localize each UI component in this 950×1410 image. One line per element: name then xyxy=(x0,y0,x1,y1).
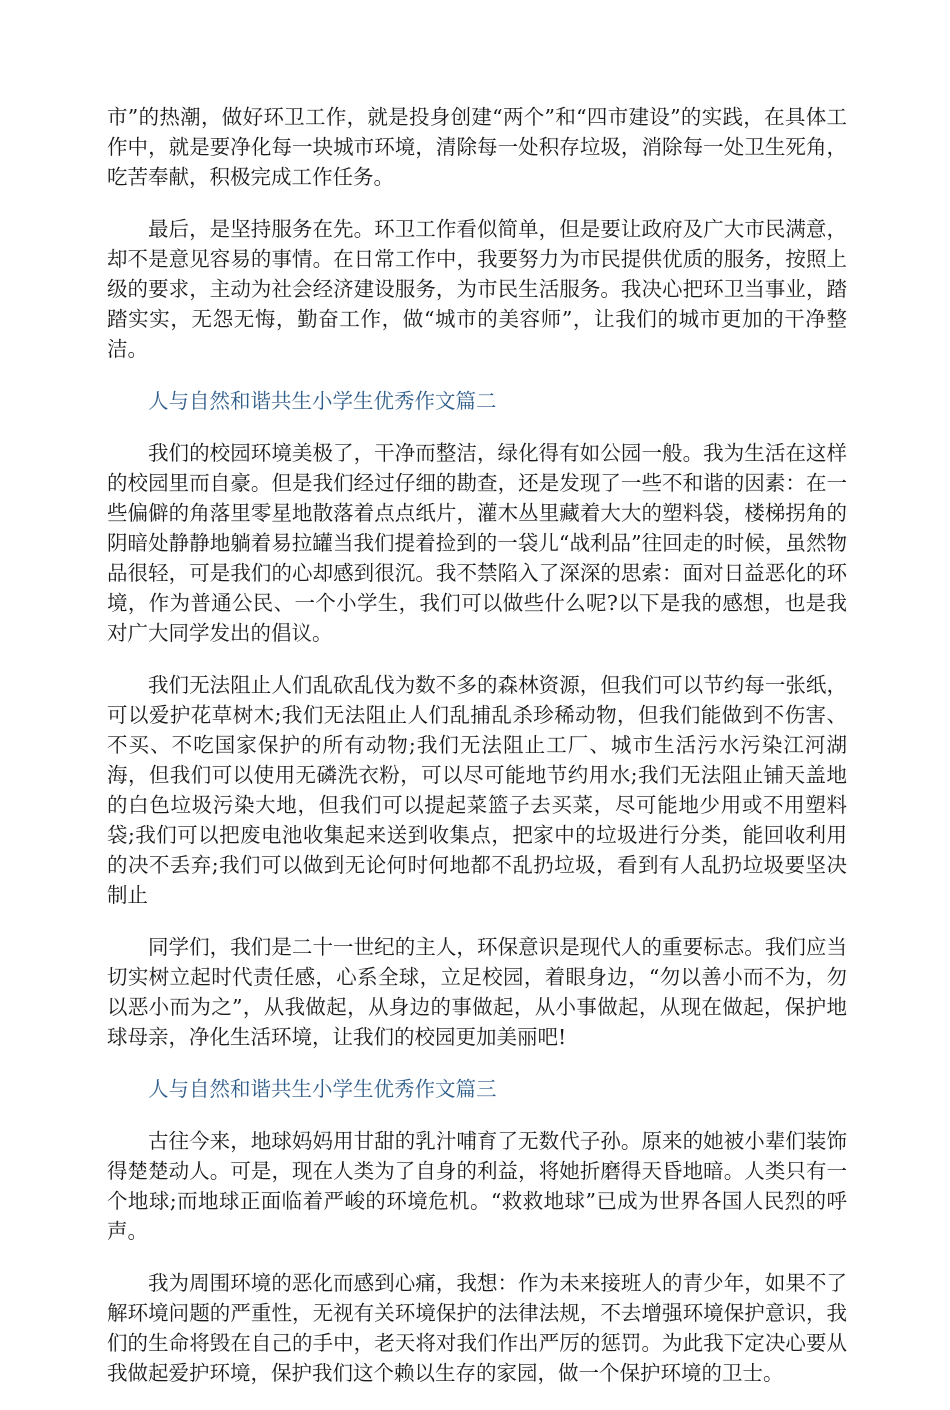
paragraph: 我们无法阻止人们乱砍乱伐为数不多的森林资源，但我们可以节约每一张纸，可以爱护花草树木;我们无法阻止人们乱捕乱杀珍稀动物，但我们能做到不伤害、不买、不吃国家保护的所有动物;我们无法阻止工厂、城市生活污水污染江河湖海，但我们可以使用无磷洗衣粉，可以尽可能地节约用水;我们无法阻止铺天盖地的白色垃圾污染大地，但我们可以提起菜篮子去买菜，尽可能地少用或不用塑料袋;我们可以把废电池收集起来送到收集点，把家中的垃圾进行分类，能回收利用的决不丢弃;我们可以做到无论何时何地都不乱扔垃圾，看到有人乱扔垃圾要坚决制止 xyxy=(107,673,847,907)
section-heading: 人与自然和谐共生小学生优秀作文篇三 xyxy=(148,1077,497,1101)
paragraph: 市”的热潮，做好环卫工作，就是投身创建“两个”和“四市建设”的实践，在具体工作中，就是要净化每一块城市环境，清除每一处积存垃圾，消除每一处卫生死角，吃苦奉献，积极完成工作任务。 xyxy=(107,105,847,189)
paragraph: 最后，是坚持服务在先。环卫工作看似简单，但是要让政府及广大市民满意，却不是意见容易的事情。在日常工作中，我要努力为市民提供优质的服务，按照上级的要求，主动为社会经济建设服务，为市民生活服务。我决心把环卫当事业，踏踏实实，无怨无悔，勤奋工作，做“城市的美容师”，让我们的城市更加的干净整洁。 xyxy=(107,217,847,361)
paragraph: 我为周围环境的恶化而感到心痛，我想：作为未来接班人的青少年，如果不了解环境问题的严重性，无视有关环境保护的法律法规，不去增强环境保护意识，我们的生命将毁在自己的手中，老天将对我们作出严厉的惩罚。为此我下定决心要从我做起爱护环境，保护我们这个赖以生存的家园，做一个保护环境的卫士。 xyxy=(107,1271,847,1385)
paragraph: 古往今来，地球妈妈用甘甜的乳汁哺育了无数代子孙。原来的她被小辈们装饰得楚楚动人。可是，现在人类为了自身的利益，将她折磨得天昏地暗。人类只有一个地球;而地球正面临着严峻的环境危机。“救救地球”已成为世界各国人民烈的呼声。 xyxy=(107,1129,847,1243)
document-page xyxy=(107,102,847,1410)
paragraph: 同学们，我们是二十一世纪的主人，环保意识是现代人的重要标志。我们应当切实树立起时代责任感，心系全球，立足校园，着眼身边，“勿以善小而不为，勿以恶小而为之”，从我做起，从身边的事做起，从小事做起，从现在做起，保护地球母亲，净化生活环境，让我们的校园更加美丽吧! xyxy=(107,935,847,1049)
section-heading: 人与自然和谐共生小学生优秀作文篇二 xyxy=(148,389,497,413)
paragraph: 我们的校园环境美极了，干净而整洁，绿化得有如公园一般。我为生活在这样的校园里而自豪。但是我们经过仔细的勘查，还是发现了一些不和谐的因素：在一些偏僻的角落里零星地散落着点点纸片，灌木丛里藏着大大的塑料袋，楼梯拐角的阴暗处静静地躺着易拉罐当我们提着捡到的一袋儿“战利品”往回走的时候，虽然物品很轻，可是我们的心却感到很沉。我不禁陷入了深深的思索：面对日益恶化的环境，作为普通公民、一个小学生，我们可以做些什么呢?以下是我的感想，也是我对广大同学发出的倡议。 xyxy=(107,441,847,645)
